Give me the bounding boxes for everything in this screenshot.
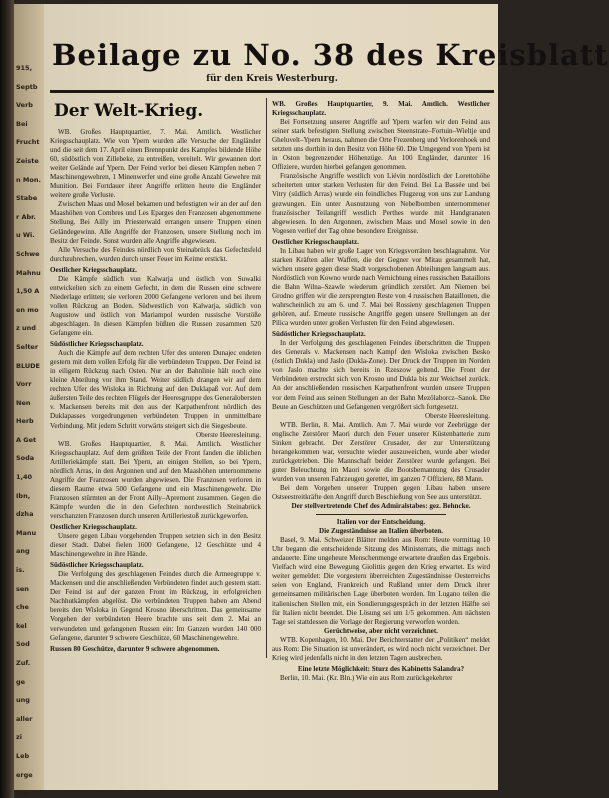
header-rule <box>50 90 494 93</box>
neighbor-fragment: erge <box>16 770 33 779</box>
neighbor-fragment: Leb <box>16 751 30 760</box>
neighbor-fragment: Vorr <box>16 380 32 389</box>
neighbor-fragment: aller <box>16 714 33 723</box>
neighbor-fragment: Nen <box>16 398 31 407</box>
neighbor-fragment: Soda <box>16 454 35 463</box>
report-paragraph: Die Verfolgung des geschlagenen Feindes durch die Armeegruppe v. Mackensen und die anschließenden Verbündeten findet auch gestern statt. Der Feind ist auf der ganzen Front im Rückzug, in erfolgreichen Nachhutkämpfen abgelöst. Die verbündeten Truppen haben am Abend bereits den Wisloka in Gegend Krosno überschritten. Das gemeinsame Vorgehen der verbündeten Heere brachte uns seit dem 2. Mai an verwundeten und gefangenen Russen ein: Im Ganzen wurden 140 000 Gefangene, darunter 9 schwere Geschütze, 60 Maschinengewehre. <box>50 570 261 642</box>
neighbor-fragment: Selter <box>16 342 39 351</box>
signature: Oberste Heeresleitung. <box>424 411 490 420</box>
report-paragraph: WTB. Berlin, 8. Mai. Amtlich. Am 7. Mai wurde vor Zeebrügge der englische Zerstörer Maori durch den Feuer unserer Küstenbatterie zum Sinken gebracht. Der Zerstörer Crusader, der zur Unterstützung herangekommen war, versuchte wieder auszuweichen, wurde aber wieder zurückgetrieben. Die Mannschaft beider Zerstörer wurde gefangen. Bei guter Beleuchtung im Maori sowie die Bootsbemannung des Crusader wurden von unseren Fahrzeugen gerettet, im ganzen 7 Offiziere, 88 Mann. <box>272 420 490 483</box>
article-subheading: Die Zugeständnisse an Italien überboten. <box>319 527 443 536</box>
neighbor-fragment: Ibn, <box>16 491 31 500</box>
neighbor-fragment: is. <box>16 566 25 575</box>
neighbor-fragment: r Abr. <box>16 212 36 221</box>
signature: Der stellvertretende Chef des Admiralstabes: gez. Behncke. <box>291 502 471 511</box>
article-heading: Italien vor der Entscheidung. <box>336 518 426 527</box>
report-paragraph: Alle Versuche des Feindes nördlich von Steinabrück das Gefechtsfeld durchzubrechen, wurden durch unser Feuer im Keime erstickt. <box>50 245 261 263</box>
neighbor-fragment: Herb <box>16 417 34 426</box>
neighbor-fragment: sen <box>16 584 29 593</box>
page-header <box>52 38 609 84</box>
neighbor-fragment: Mahnu <box>16 268 41 277</box>
neighbor-fragment: dzha <box>16 510 34 519</box>
neighbor-fragment: Verb <box>16 101 33 110</box>
report-paragraph: WB. Großes Hauptquartier, 7. Mai. Amtlich. Westlicher Kriegsschauplatz. Wie von Ypern wurden alle Versuche der Engländer und die seit dem 17. April einen Brennpunkt des Kampfes bildende Höhe 60, südöstlich von Zillebeke, zu entreißen, vereitelt. Wir gewannen dort weiter Gelände auf Ypern. Der Feind verlor bei diesen Kämpfen neben 7 Maschinengewehren, 1 Minenwerfer und eine große Anzahl Gewehre mit Munition. Bei Fortdauer ihrer Angriffe erlitten heute die Engländer weitere große Verluste. <box>50 128 261 200</box>
newspaper-page <box>14 4 609 798</box>
report-paragraph: Bei dem Vorgehen unserer Truppen gegen Libau haben unsere Ostseestreitkräfte den Angriff durch Beschießung von See aus unterstützt. <box>272 483 490 502</box>
left-column <box>50 98 261 778</box>
neighbor-fragment: z und <box>16 324 36 333</box>
neighbor-fragment: 915, <box>16 64 33 72</box>
report-paragraph: Basel, 9. Mai. Schweizer Blätter melden aus Rom: Heute vormittag 10 Uhr begann die entscheidende Sitzung des Ministerrats, die mittags noch andauerte. Eine ungeheure Menschenmenge erwartete draußen das Ergebnis. Vielfach wird eine Bewegung Giolittis gegen den Krieg erwartet. Es wird weiter gemeldet: Die vorgestern überreichten Zugeständnisse Oesterreichs seien von England, Frankreich und Rußland unter dem Druck ihrer gemeinsamen militärischen Lage überboten worden. Im Lugano teilen die italienischen Stellen mit, ein Sondierungsgespräch in der letzten Hälfte sei für Italien nicht beendet. Die Lösung sei um 1/5 gekommen. Am nächsten Tage sei stattdessen die Vorlage der Regierung verworfen worden. <box>272 536 490 626</box>
neighbor-fragment: zi <box>16 733 23 742</box>
neighbor-fragment: Bei <box>16 119 28 128</box>
neighbor-page-fragment <box>14 4 44 798</box>
subsection-heading: Oestlicher Kriegsschauplatz. <box>272 237 359 246</box>
subsection-heading: Oestlicher Kriegsschauplatz. <box>50 523 137 532</box>
masthead-subtitle: für den Kreis Westerburg. <box>206 74 338 84</box>
neighbor-fragment: 1,40 <box>16 473 33 482</box>
neighbor-fragment: n Mon. <box>16 175 41 184</box>
subsection-heading: Oestlicher Kriegsschauplatz. <box>50 265 137 274</box>
neighbor-fragment: en mo <box>16 305 39 314</box>
section-rule <box>316 514 447 515</box>
neighbor-fragment: ang <box>16 547 30 556</box>
neighbor-fragment: Schwe <box>16 249 40 258</box>
neighbor-fragment: Zeiste <box>16 156 39 165</box>
report-paragraph: WTB. Kopenhagen, 10. Mai. Der Berichterstatter der „Politiken“ meldet aus Rom: Die Situation ist unverändert, es wird noch nicht verzeichnet. Der Krieg wird jedenfalls nicht in den letzten Tagen ausbrechen. <box>272 635 490 662</box>
masthead: Beilage zu No. 38 des Kreisblatt <box>52 38 609 72</box>
neighbor-fragment: u Wi. <box>16 231 35 240</box>
report-paragraph: In Libau haben wir große Lager von Kriegsvorräten beschlagnahmt. Vor starken Kräften aller Waffen, die der Gegner vor Mitau gesammelt hat, wichen unsere gegen diese Stadt vorgeschobenen Abteilungen langsam aus. Nordöstlich von Kowno wurde nach Vernichtung eines russischen Bataillons die Bahn Wilna–Szawle wiederum gründlich zerstört. Am Niemen bei Grodno griffen wir die zersprengten Reste von 4 russischen Bataillonen, die wahrscheinlich zu am 6. und 7. Mai bei Rossieny geschlagenen Truppen gehören, auf. Erneute russische Angriffe gegen unsere Stellungen an der Pilica wurden unter großen Verlusten für den Feind abgewiesen. <box>272 246 490 328</box>
neighbor-fragment: ge <box>16 677 26 686</box>
neighbor-fragment: che <box>16 603 29 612</box>
closing-line: Russen 80 Geschütze, darunter 9 schwere abgenommen. <box>50 644 220 653</box>
report-paragraph: WB. Großes Hauptquartier, 8. Mai. Amtlich. Westlicher Kriegsschauplatz. Auf dem größten Teile der Front fanden die üblichen Artilleriekämpfe statt. Bei Ypern, an einigen Stellen, so bei Ypern, nördlich Arras, in den Argonnen und auf den Maashöhen unternommene Angriffe der Franzosen wurden abgewiesen. Die Franzosen verloren in diesem Raume etwa 500 Gefangene und ein Maschinengewehr. Die Franzosen stürmten an der Front Ailly–Apremont zusammen. Gegen die Kämpfe wurden die in den Gefechten nordwestlich Steinabrück verschanzten Franzosen durch unseren Artilleriestoß zurückgeworfen. <box>50 439 261 520</box>
neighbor-fragment: Manu <box>16 528 37 537</box>
neighbor-fragment: kel <box>16 621 27 630</box>
neighbor-fragment: A Get <box>16 435 37 444</box>
neighbor-fragment: BLUDE <box>16 361 40 370</box>
report-paragraph: Bei Fortsetzung unserer Angriffe auf Ypern warfen wir den Feind aus seiner stark befestigten Stellung zwischen Steenstrate–Fortuin–Wieltje und Gheluvelt–Ypern heraus, nahmen die Orte Frezenberg und Verlorenhoek und setzten uns dorthin in den Besitz von Höhe 60. Die Umgegend von Ypern ist in Oston begrenzender Höhenzüge. An 100 Engländer, darunter 16 Offiziere, wurden hierbei gefangen genommen. <box>272 118 490 172</box>
article-subheading: Gerüchtweise, aber nicht verzeichnet. <box>324 626 438 635</box>
right-column <box>272 98 490 788</box>
subsection-heading: Südöstlicher Kriegsschauplatz. <box>50 340 144 349</box>
subsection-heading: Südöstlicher Kriegsschauplatz. <box>272 330 366 339</box>
report-heading: WB. Großes Hauptquartier, 9. Mai. Amtlich. Westlicher Kriegsschauplatz. <box>272 100 490 118</box>
report-paragraph: Die Kämpfe südlich von Kalwarja und östlich von Suwalki entwickelten sich zu einem Gefecht, in dem die Russen eine schwere Niederlage erlitten; sie verloren 2000 Gefangene verloren und bei ihrem vollen Rückzug an Boden. Südwestlich von Kalwarja, südlich von Augustow und östlich von Mariampol wurden russische Vorstöße abgeschlagen. In diesen Kämpfen büßten die Russen zusammen 520 Gefangene ein. <box>50 274 261 338</box>
report-paragraph: Zwischen Maas und Mosel bekamen und befestigten wir an der auf den Maashöhen von Combres und Les Eparges den Franzosen abgenommene Stellung. Bei Ailly im Priesterwald errangen unsere Truppen einen Geländegewinn. Alle Angriffe der Franzosen, unsere Stellung noch im Besitz der Feinde. Sonst wurden alle Angriffe abgewiesen. <box>50 200 261 245</box>
report-paragraph: In der Verfolgung des geschlagenen Feindes überschritten die Truppen des Generals v. Mackensen nach Kampf den Wisloka zwischen Besko (östlich Dukla) und Jaslo (Dukla-Zone). Der Druck der Truppen im Norden von Jaslo machte sich bereits in Rzeszow geltend. Die Front der Verbündeten erstreckt sich von Krosno und Dukla bis zur Weichsel zurück. An der anschließenden russischen Karpathenfront wurden unsere Truppen vor dem Feind aus seinen Stellungen an der Bahn Mezölaborcz–Sanok. Die Beute an Geschützen und Gefangenen vergrößert sich fortgesetzt. <box>272 339 490 411</box>
section-title: Der Welt-Krieg. <box>54 101 204 121</box>
neighbor-fragment: 1,50 A <box>16 287 40 296</box>
column-divider <box>266 98 267 658</box>
book-binding <box>0 0 14 798</box>
neighbor-fragment: Sod <box>16 640 30 649</box>
report-paragraph: Berlin, 10. Mai. (Kr. Bln.) Wie ein aus Rom zurückgekehrter <box>280 673 453 682</box>
neighbor-fragment: Septb <box>16 82 38 91</box>
subsection-heading: Südöstlicher Kriegsschauplatz. <box>50 561 144 570</box>
report-paragraph: Unsere gegen Libau vorgehenden Truppen setzten sich in den Besitz dieser Stadt. Dabei fielen 1600 Gefangene, 12 Geschütze und 4 Maschinengewehre in ihre Hände. <box>50 532 261 559</box>
signature: Oberste Heeresleitung. <box>195 430 261 439</box>
neighbor-fragment: Mai <box>16 789 30 798</box>
neighbor-fragment: ung <box>16 696 30 705</box>
report-paragraph: Französische Angriffe westlich von Liévin nordöstlich der Lorettohöhe scheiterten unter starken Verlusten für den Feind. Bei La Bassée und bei Vitry (südlich Arras) wurde ein feindliches Flugzeug von uns zur Landung gezwungen. Ein unter Ausnutzung von Nebelbomben unternommener französischer Teilangriff westlich Perthes wurde mit Handgranaten abgewiesen. In den Argonnen, zwischen Maas und Mosel sowie in den Vogesen verlief der Tag ohne besondere Ereignisse. <box>272 172 490 235</box>
neighbor-fragment: Stabe <box>16 194 38 203</box>
article-heading: Eine letzte Möglichkeit: Sturz des Kabinetts Salandra? <box>297 664 465 673</box>
neighbor-fragment: Zuf. <box>16 659 31 667</box>
neighbor-fragment: Frucht <box>16 138 40 147</box>
report-paragraph: Auch die Kämpfe auf dem rechten Ufer des unteren Dunajec endeten gestern mit dem vollen Erfolg für die verbündeten Truppen. Der Feind ist in eiligem Rückzug nach Osten. Nur an der Bahnlinie hält noch eine kleine Abteilung vor ihm Stand. Weiter südlich drangen wir auf dem rechten Ufer des Wisloka in Richtung auf den Duklapaß vor. Auf dem äußersten Teile des rechten Flügels der Heeresgruppe des Generalobersten v. Mackensen bereits mit den aus der Karpathenfront nördlich des Duklapasses vorgedrungenen verbündeten Truppen in unmittelbare Verbindung. Mit jedem Schritt vorwärts steigert sich die Siegesbeute. <box>50 349 261 430</box>
